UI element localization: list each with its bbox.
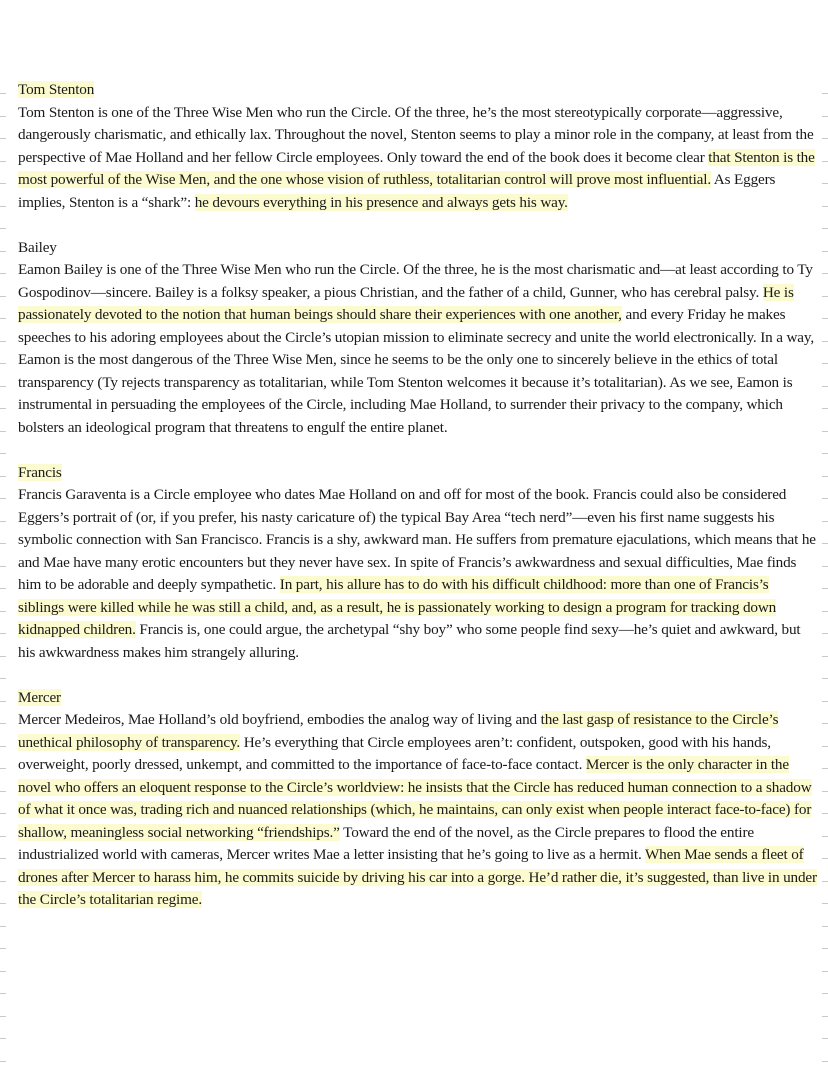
margin-tick <box>0 656 6 657</box>
margin-tick <box>822 633 828 634</box>
section-mercer <box>18 687 818 912</box>
margin-tick <box>0 296 6 297</box>
margin-tick <box>0 93 6 94</box>
margin-tick <box>822 206 828 207</box>
margin-tick <box>822 768 828 769</box>
section-body <box>18 484 818 664</box>
highlighted-text: He is passionately devoted to the notion that human beings should share their experiences with one another, <box>18 283 794 323</box>
highlighted-text: the last gasp of resistance to the Circle’s unethical philosophy of transparency. <box>18 711 779 751</box>
margin-tick <box>822 836 828 837</box>
margin-tick <box>822 363 828 364</box>
margin-tick <box>0 318 6 319</box>
highlighted-text: When Mae sends a fleet of drones after Mercer to harass him, he commits suicide by driving his car into a gorge. He’d rather die, it’s suggested, than live in under the Circle’s totalitarian regime. <box>18 846 817 908</box>
section-bailey <box>18 237 818 440</box>
margin-tick <box>822 1061 828 1062</box>
margin-tick <box>822 161 828 162</box>
margin-tick <box>0 228 6 229</box>
body-text: Eamon Bailey is one of the Three Wise Men who run the Circle. Of the three, he is the most charismatic and—at least according to Ty Gospodinov—sincere. Bailey is a folksy speaker, a pious Christian, and the father of a child, Gunner, who has cerebral palsy. <box>18 261 813 301</box>
margin-tick <box>822 858 828 859</box>
margin-tick <box>0 183 6 184</box>
margin-tick <box>822 746 828 747</box>
section-body <box>18 102 818 215</box>
margin-tick <box>822 723 828 724</box>
section-body <box>18 709 818 912</box>
margin-tick <box>0 971 6 972</box>
margin-tick <box>0 566 6 567</box>
section-heading: Francis <box>18 463 62 481</box>
margin-tick <box>0 633 6 634</box>
margin-tick <box>822 521 828 522</box>
body-text: Toward the end of the novel, as the Circle prepares to flood the entire industrialized world with cameras, Mercer writes Mae a letter insisting that he’s going to live as a hermit. <box>18 823 754 863</box>
margin-tick <box>0 161 6 162</box>
margin-tick <box>822 498 828 499</box>
section-heading-row <box>18 237 818 260</box>
margin-tick <box>0 251 6 252</box>
margin-tick <box>822 566 828 567</box>
margin-tick <box>822 386 828 387</box>
margin-tick <box>0 881 6 882</box>
margin-tick <box>822 408 828 409</box>
margin-tick <box>0 521 6 522</box>
margin-tick <box>822 678 828 679</box>
section-heading: Mercer <box>18 688 61 706</box>
margin-tick <box>0 611 6 612</box>
body-text: As Eggers implies, Stenton is a “shark”: <box>18 171 776 211</box>
margin-tick <box>822 476 828 477</box>
margin-tick <box>822 993 828 994</box>
margin-tick <box>0 678 6 679</box>
margin-tick <box>822 543 828 544</box>
margin-tick <box>822 971 828 972</box>
body-text: Francis Garaventa is a Circle employee who dates Mae Holland on and off for most of the book. Francis could also be considered Eggers’s portrait of (or, if you prefer, his nasty caricature of) the typical Bay Area “tech nerd”—even his first name suggests his symbolic connection with San Francisco. Francis is a shy, awkward man. He suffers from premature ejaculations, which means that he and Mae have many erotic encounters but they never have sex. In spite of Francis’s awkwardness and sexual difficulties, Mae finds him to be adorable and deeply sympathetic. <box>18 486 816 593</box>
margin-tick <box>0 701 6 702</box>
section-body <box>18 259 818 439</box>
margin-tick <box>0 768 6 769</box>
margin-tick <box>0 476 6 477</box>
section-heading-row <box>18 79 818 102</box>
document-content <box>18 79 818 934</box>
margin-tick <box>822 903 828 904</box>
margin-tick <box>0 543 6 544</box>
right-margin-marks <box>818 0 828 1069</box>
section-heading-row <box>18 462 818 485</box>
margin-tick <box>822 611 828 612</box>
highlighted-text: he devours everything in his presence and always gets his way. <box>194 193 568 211</box>
margin-tick <box>822 813 828 814</box>
margin-tick <box>822 183 828 184</box>
body-text: Francis is, one could argue, the archetypal “shy boy” who some people find sexy—he’s quiet and awkward, but his awkwardness makes him strangely alluring. <box>18 621 801 661</box>
margin-tick <box>822 93 828 94</box>
margin-tick <box>0 138 6 139</box>
margin-tick <box>0 116 6 117</box>
margin-tick <box>0 791 6 792</box>
margin-tick <box>0 588 6 589</box>
margin-tick <box>822 588 828 589</box>
margin-tick <box>0 948 6 949</box>
margin-tick <box>822 251 828 252</box>
margin-tick <box>0 836 6 837</box>
margin-tick <box>0 858 6 859</box>
margin-tick <box>0 273 6 274</box>
margin-tick <box>0 341 6 342</box>
body-text: and every Friday he makes speeches to his adoring employees about the Circle’s utopian mission to eliminate secrecy and unite the world electronically. In a way, Eamon is the most dangerous of the Three Wise Men, since he seems to be the only one to sincerely believe in the ethics of total transparency (Ty rejects transparency as totalitarian, while Tom Stenton welcomes it because it’s totalitarian). As we see, Eamon is instrumental in persuading the employees of the Circle, including Mae Holland, to surrender their privacy to the company, which bolsters an ideological program that threatens to engulf the entire planet. <box>18 306 814 436</box>
highlighted-text: Mercer is the only character in the novel who offers an eloquent response to the Circle’s worldview: he insists that the Circle has reduced human connection to a shadow of what it once was, trading rich and nuanced relationships (which, he maintains, can only exist when people interact face-to-face) for shallow, meaningless social networking “friendships.” <box>18 756 812 841</box>
section-francis <box>18 462 818 665</box>
margin-tick <box>0 926 6 927</box>
margin-tick <box>822 881 828 882</box>
margin-tick <box>0 993 6 994</box>
section-heading-row <box>18 687 818 710</box>
section-heading: Tom Stenton <box>18 81 95 98</box>
margin-tick <box>0 453 6 454</box>
margin-tick <box>822 1038 828 1039</box>
margin-tick <box>0 431 6 432</box>
margin-tick <box>0 386 6 387</box>
left-margin-marks <box>0 0 10 1069</box>
margin-tick <box>0 1061 6 1062</box>
margin-tick <box>822 1016 828 1017</box>
margin-tick <box>822 791 828 792</box>
margin-tick <box>0 498 6 499</box>
margin-tick <box>0 746 6 747</box>
margin-tick <box>822 138 828 139</box>
margin-tick <box>0 813 6 814</box>
section-tom-stenton <box>18 79 818 214</box>
margin-tick <box>0 408 6 409</box>
margin-tick <box>822 228 828 229</box>
margin-tick <box>0 363 6 364</box>
highlighted-text: that Stenton is the most powerful of the Wise Men, and the one whose vision of ruthless, totalitarian control will prove most influential. <box>18 148 815 188</box>
margin-tick <box>0 903 6 904</box>
body-text: Mercer Medeiros, Mae Holland’s old boyfriend, embodies the analog way of living and <box>18 711 541 728</box>
margin-tick <box>822 926 828 927</box>
margin-tick <box>0 1016 6 1017</box>
margin-tick <box>0 723 6 724</box>
margin-tick <box>0 206 6 207</box>
margin-tick <box>822 341 828 342</box>
margin-tick <box>822 948 828 949</box>
margin-tick <box>822 453 828 454</box>
margin-tick <box>822 318 828 319</box>
margin-tick <box>822 701 828 702</box>
highlighted-text: In part, his allure has to do with his difficult childhood: more than one of Francis’s siblings were killed while he was still a child, and, as a result, he is passionately working to design a program for tracking down kidnapped children. <box>18 576 777 638</box>
margin-tick <box>822 273 828 274</box>
margin-tick <box>0 1038 6 1039</box>
margin-tick <box>822 431 828 432</box>
body-text: Tom Stenton is one of the Three Wise Men who run the Circle. Of the three, he’s the most stereotypically corporate—aggressive, dangerously charismatic, and ethically lax. Throughout the novel, Stenton seems to play a minor role in the company, at least from the perspective of Mae Holland and her fellow Circle employees. Only toward the end of the book does it become clear <box>18 103 814 166</box>
section-heading: Bailey <box>18 238 57 256</box>
body-text: He’s everything that Circle employees aren’t: confident, outspoken, good with his hands, overweight, poorly dressed, unkempt, and committed to the importance of face-to-face contact. <box>18 733 771 773</box>
margin-tick <box>822 296 828 297</box>
margin-tick <box>822 116 828 117</box>
margin-tick <box>822 656 828 657</box>
